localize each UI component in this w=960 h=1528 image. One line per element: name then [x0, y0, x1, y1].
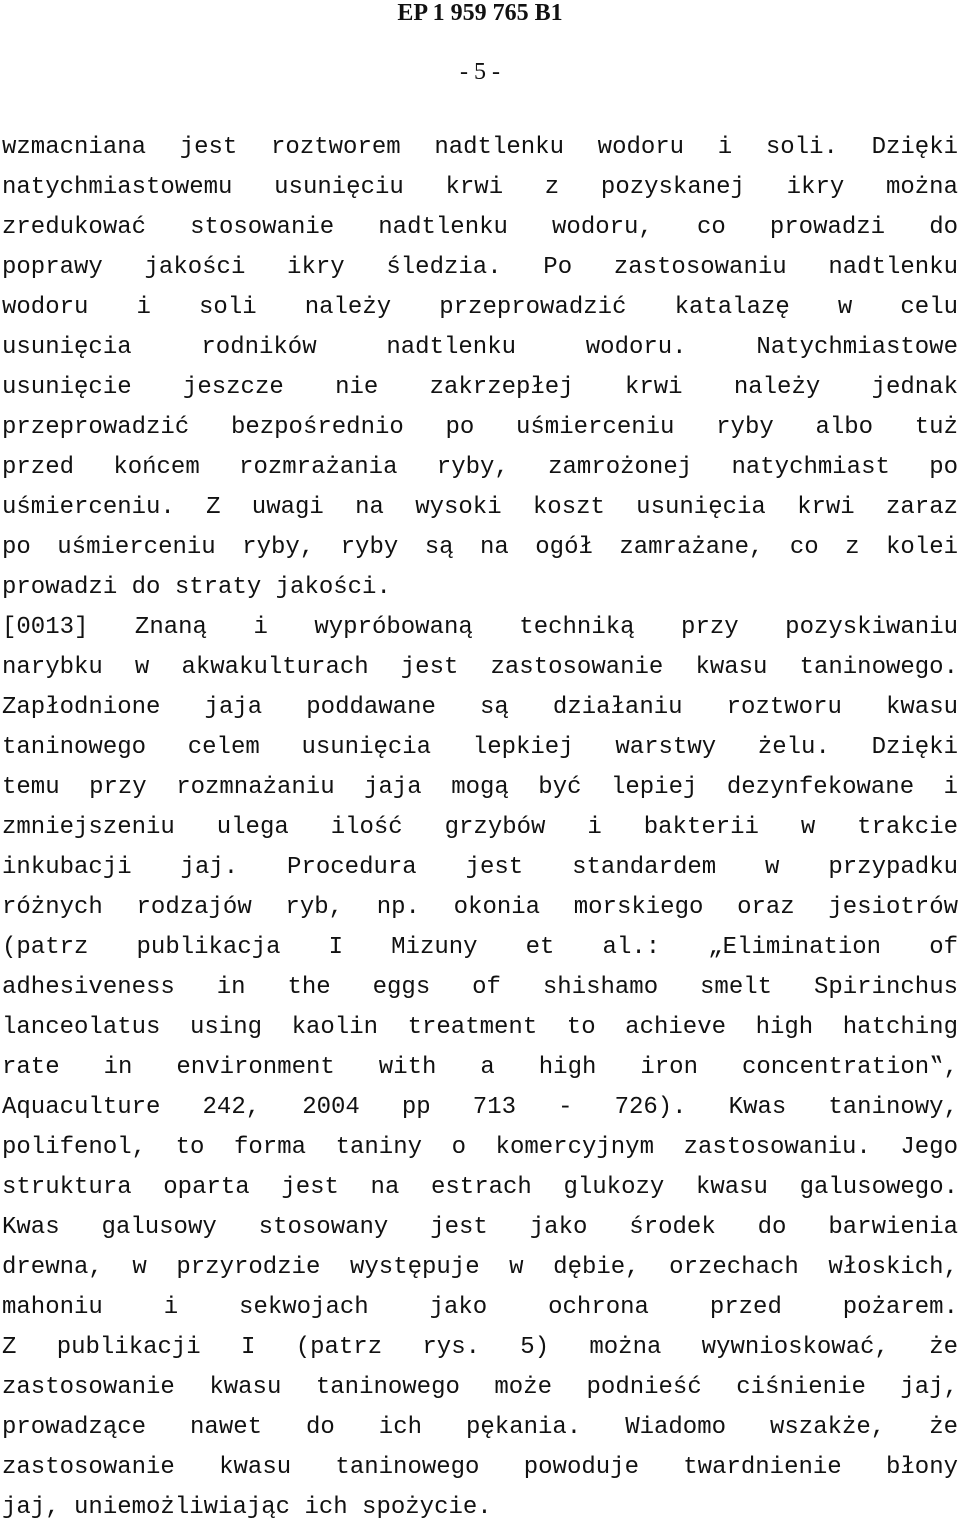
- text-line: drewna, w przyrodzie występuje w dębie, orzechach włoskich,: [2, 1254, 958, 1281]
- text-line: przed końcem rozmrażania ryby, zamrożonej natychmiast po: [2, 454, 958, 481]
- text-line: zredukować stosowanie nadtlenku wodoru, co prowadzi do: [2, 214, 958, 241]
- text-line: polifenol, to forma taniny o komercyjnym zastosowaniu. Jego: [2, 1134, 958, 1161]
- body-text: [2, 128, 958, 1528]
- text-line: zmniejszeniu ulega ilość grzybów i bakterii w trakcie: [2, 814, 958, 841]
- text-line: taninowego celem usunięcia lepkiej warstwy żelu. Dzięki: [2, 734, 958, 761]
- text-line: po uśmierceniu ryby, ryby są na ogół zamrażane, co z kolei: [2, 534, 958, 561]
- text-line: przeprowadzić bezpośrednio po uśmierceniu ryby albo tuż: [2, 414, 958, 441]
- text-line: Kwas galusowy stosowany jest jako środek do barwienia: [2, 1214, 958, 1241]
- text-line: mahoniu i sekwojach jako ochrona przed pożarem.: [2, 1294, 958, 1321]
- text-line: prowadzi do straty jakości.: [2, 574, 391, 601]
- page-number: - 5 -: [460, 59, 500, 85]
- text-line: Zapłodnione jaja poddawane są działaniu roztworu kwasu: [2, 694, 958, 721]
- text-line: różnych rodzajów ryb, np. okonia morskiego oraz jesiotrów: [2, 894, 958, 921]
- text-line: (patrz publikacja I Mizuny et al.: „Elimination of: [2, 934, 958, 961]
- text-line: struktura oparta jest na estrach glukozy kwasu galusowego.: [2, 1174, 958, 1201]
- text-line: inkubacji jaj. Procedura jest standardem w przypadku: [2, 854, 958, 881]
- text-line: adhesiveness in the eggs of shishamo smelt Spirinchus: [2, 974, 958, 1001]
- text-line: Aquaculture 242, 2004 pp 713 - 726). Kwas taninowy,: [2, 1094, 958, 1121]
- text-line: uśmierceniu. Z uwagi na wysoki koszt usunięcia krwi zaraz: [2, 494, 958, 521]
- text-line: usunięcie jeszcze nie zakrzepłej krwi należy jednak: [2, 374, 958, 401]
- text-line: natychmiastowemu usunięciu krwi z pozyskanej ikry można: [2, 174, 958, 201]
- text-line: narybku w akwakulturach jest zastosowanie kwasu taninowego.: [2, 654, 958, 681]
- patent-number-header: EP 1 959 765 B1: [397, 0, 563, 26]
- paragraph-0013-start: [0013] Znaną i wypróbowaną techniką przy pozyskiwaniu: [2, 614, 958, 641]
- text-line: temu przy rozmnażaniu jaja mogą być lepiej dezynfekowane i: [2, 774, 958, 801]
- text-line: wodoru i soli należy przeprowadzić katalazę w celu: [2, 294, 958, 321]
- text-line: zastosowanie kwasu taninowego powoduje twardnienie błony: [2, 1454, 958, 1481]
- text-line: jaj, uniemożliwiając ich spożycie.: [2, 1494, 492, 1521]
- text-line: poprawy jakości ikry śledzia. Po zastosowaniu nadtlenku: [2, 254, 958, 281]
- text-line: lanceolatus using kaolin treatment to achieve high hatching: [2, 1014, 958, 1041]
- text-line: prowadzące nawet do ich pękania. Wiadomo wszakże, że: [2, 1414, 958, 1441]
- text-line: wzmacniana jest roztworem nadtlenku wodoru i soli. Dzięki: [2, 134, 958, 161]
- text-line: Z publikacji I (patrz rys. 5) można wywnioskować, że: [2, 1334, 958, 1361]
- text-line: rate in environment with a high iron concentration‟,: [2, 1054, 958, 1081]
- text-line: usunięcia rodników nadtlenku wodoru. Natychmiastowe: [2, 334, 958, 361]
- text-line: zastosowanie kwasu taninowego może podnieść ciśnienie jaj,: [2, 1374, 958, 1401]
